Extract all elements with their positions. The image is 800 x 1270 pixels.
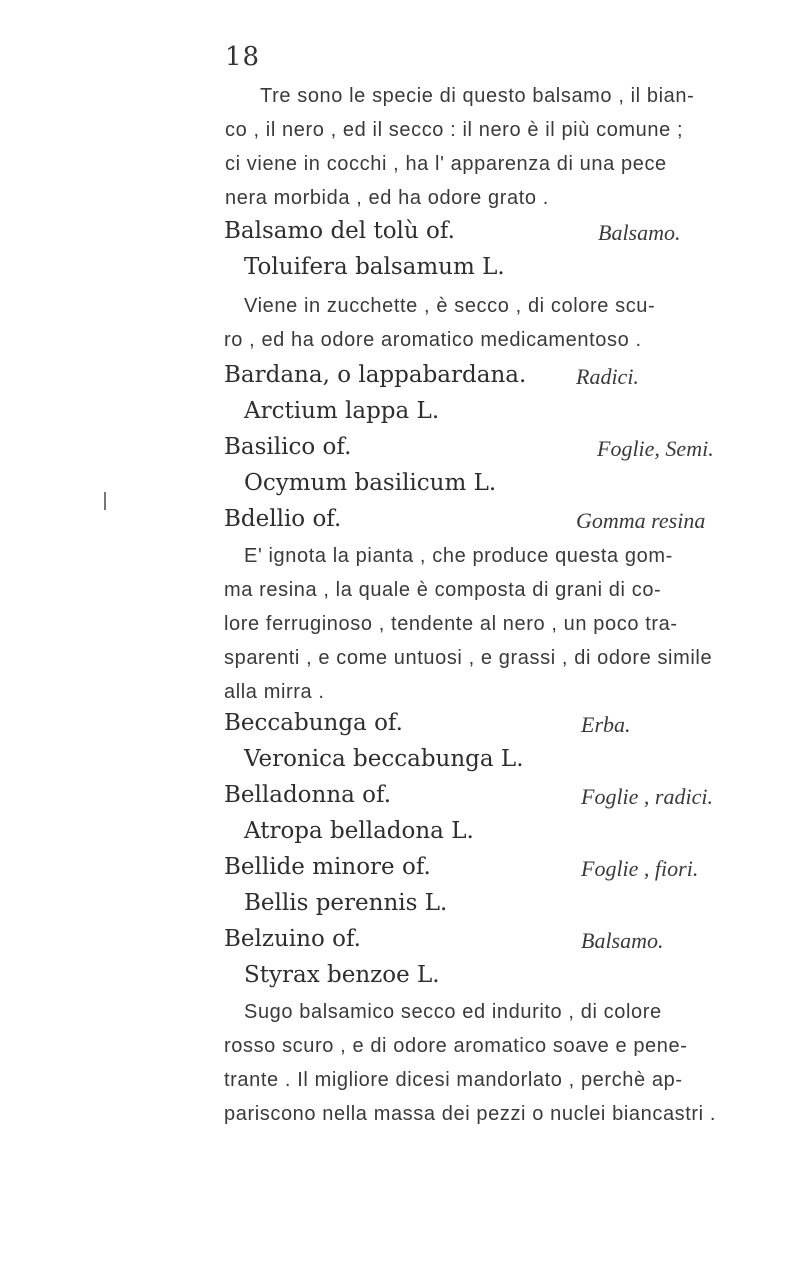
paragraph-line: lore ferruginoso , tendente al nero , un poco tra- [224,613,678,635]
entry-part: Gomma resina [576,508,706,533]
paragraph-line: ma resina , la quale è composta di grani di co- [224,579,662,601]
paragraph-line: ci viene in cocchi , ha l' apparenza di una pece [225,153,667,175]
entry-part: Erba. [581,712,631,737]
paragraph-line: Viene in zucchette , è secco , di colore scu- [244,295,656,317]
entry-latin-name: Bellis perennis L. [244,890,448,916]
paragraph-line: nera morbida , ed ha odore grato . [225,187,549,209]
entry-name: Belladonna of. [224,782,392,808]
entry-latin-name: Veronica beccabunga L. [244,746,524,772]
entry-name: Belzuino of. [224,926,361,952]
paragraph-line: alla mirra . [224,681,325,703]
entry-latin-name: Arctium lappa L. [244,398,440,424]
entry-part: Balsamo. [598,220,681,245]
paragraph-line: E' ignota la pianta , che produce questa gom- [244,545,673,567]
entry-name: Bdellio of. [224,506,342,532]
entry-part: Foglie , radici. [581,784,713,809]
entry-name: Balsamo del tolù of. [224,218,455,244]
page-number: 18 [225,42,261,72]
entry-part: Radici. [576,364,639,389]
entry-name: Beccabunga of. [224,710,403,736]
paragraph-line: Sugo balsamico secco ed indurito , di colore [244,1001,662,1023]
entry-part: Balsamo. [581,928,664,953]
paragraph-line: pariscono nella massa dei pezzi o nuclei biancastri . [224,1103,717,1125]
entry-latin-name: Styrax benzoe L. [244,962,440,988]
paragraph-line: ro , ed ha odore aromatico medicamentoso . [224,329,642,351]
paragraph-line: sparenti , e come untuosi , e grassi , di odore simile [224,647,713,669]
entry-latin-name: Atropa belladona L. [244,818,474,844]
entry-latin-name: Toluifera balsamum L. [244,254,505,280]
margin-mark [104,492,106,510]
paragraph-line: rosso scuro , e di odore aromatico soave e pene- [224,1035,688,1057]
entry-latin-name: Ocymum basilicum L. [244,470,497,496]
paragraph-line: trante . Il migliore dicesi mandorlato , perchè ap- [224,1069,683,1091]
paragraph-line: Tre sono le specie di questo balsamo , il bian- [260,85,695,107]
paragraph-line: co , il nero , ed il secco : il nero è il più comune ; [225,119,684,141]
entry-name: Basilico of. [224,434,352,460]
entry-name: Bardana, o lappabardana. [224,362,527,388]
entry-part: Foglie , fiori. [581,856,699,881]
entry-part: Foglie, Semi. [597,436,714,461]
entry-name: Bellide minore of. [224,854,431,880]
